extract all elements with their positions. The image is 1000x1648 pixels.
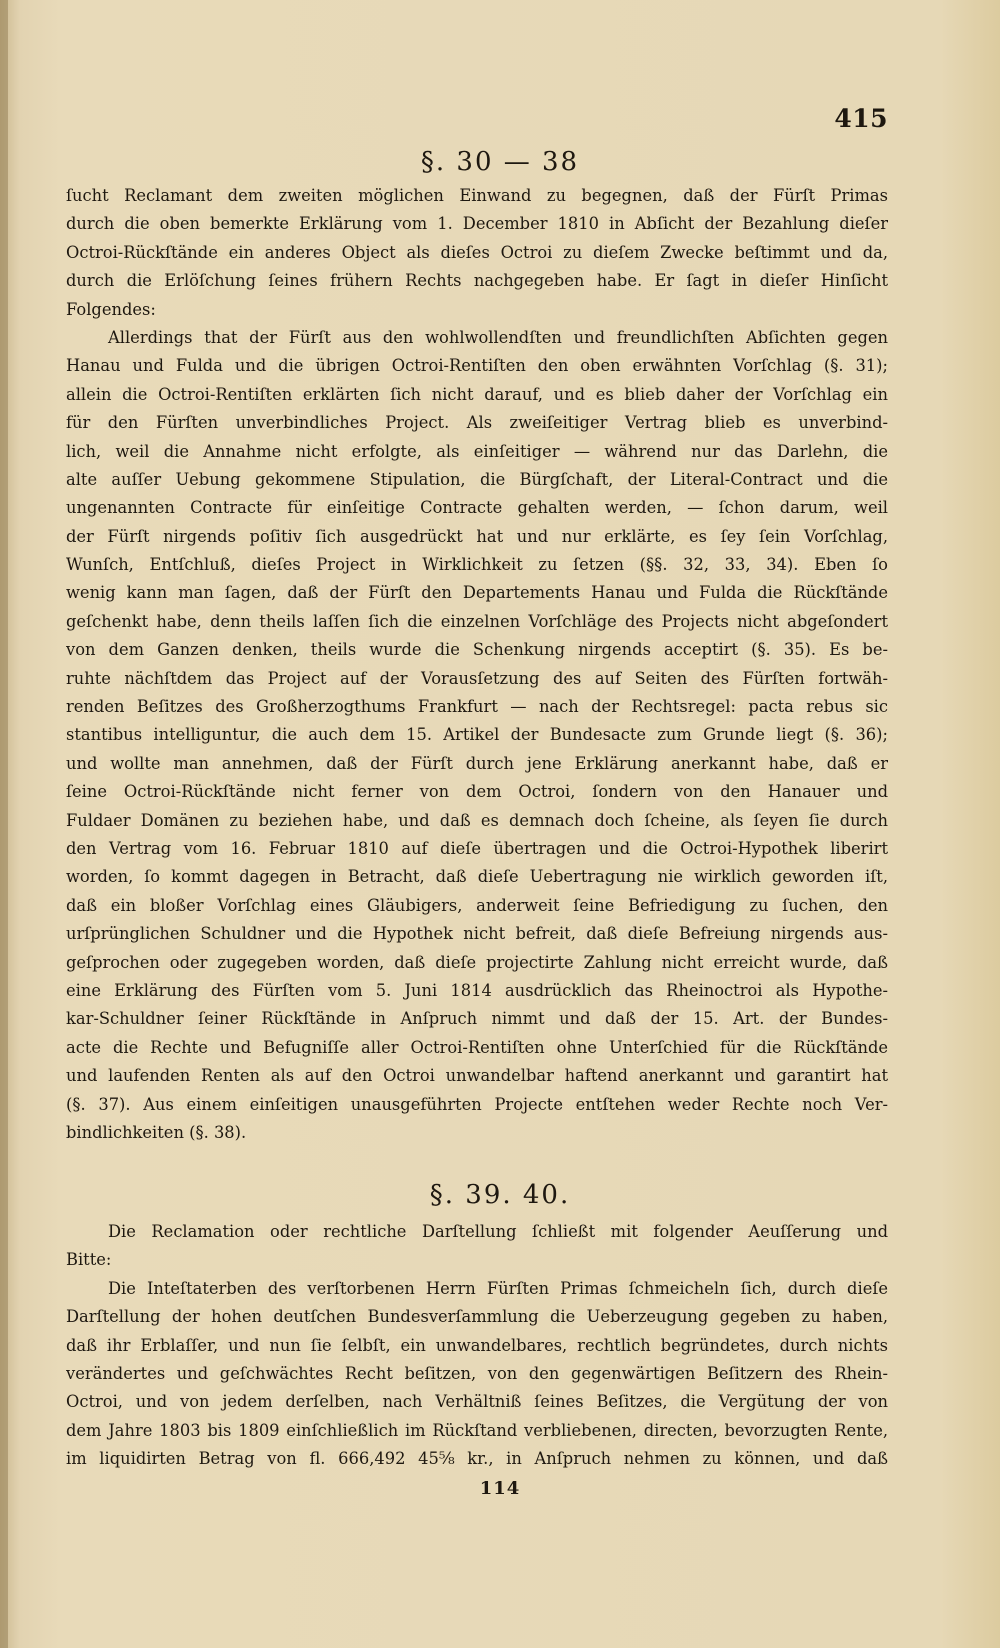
text-line: Fuldaer Domänen zu beziehen habe, und daß es demnach doch ſcheine, als ſeyen ſie durch <box>66 810 888 830</box>
text-line: Octroi-Rückſtände ein anderes Object als dieſes Octroi zu dieſem Zwecke beſtimmt und da, <box>66 242 888 262</box>
text-line: Die Reclamation oder rechtliche Darſtellung ſchließt mit folgender Aeuſſerung und <box>108 1222 888 1241</box>
text-line: durch die Erlöſchung ſeines frühern Rechts nachgegeben habe. Er ſagt in dieſer Hinſicht <box>66 271 888 291</box>
text-line: von dem Ganzen denken, theils wurde die Schenkung nirgends acceptirt (§. 35). Es be- <box>66 640 888 660</box>
text-line: Folgendes: <box>66 299 156 319</box>
text-line: den Vertrag vom 16. Februar 1810 auf dieſe übertragen und die Octroi-Hypothek liberirt <box>66 838 888 858</box>
text-line: urſprünglichen Schuldner und die Hypothek nicht befreit, daß dieſe Befreiung nirgends aus- <box>66 924 888 944</box>
text-line: daß ihr Erblaſſer, und nun ſie ſelbſt, ein unwandelbares, rechtlich begründetes, durch nichts <box>66 1335 888 1355</box>
text-line: Bitte: <box>66 1250 112 1270</box>
text-line: Wunſch, Entſchluß, dieſes Project in Wirklichkeit zu ſetzen (§§. 32, 33, 34). Eben ſo <box>66 555 888 575</box>
text-line: durch die oben bemerkte Erklärung vom 1. December 1810 in Abſicht der Bezahlung dieſer <box>66 214 888 234</box>
text-line: verändertes und geſchwächtes Recht beſitzen, von den gegenwärtigen Beſitzern des Rhein- <box>66 1363 888 1383</box>
text-line: Hanau und Fulda und die übrigen Octroi-Rentiſten den oben erwähnten Vorſchlag (§. 31); <box>66 356 888 376</box>
text-line: Darſtellung der hohen deutſchen Bundesverſammlung die Ueberzeugung gegeben zu haben, <box>66 1307 888 1327</box>
text-line: alte auſſer Uebung gekommene Stipulation, die Bürgſchaft, der Literal-Contract und die <box>66 469 888 489</box>
section-39-40-text <box>66 1218 888 1474</box>
text-line: und wollte man annehmen, daß der Fürſt durch jene Erklärung anerkannt habe, daß er <box>66 753 888 773</box>
text-line: daß ein bloßer Vorſchlag eines Gläubigers, anderweit ſeine Befriedigung zu ſuchen, den <box>66 895 888 915</box>
text-line: dem Jahre 1803 bis 1809 einſchließlich im Rückſtand verbliebenen, directen, bevorzugten Rente, <box>66 1420 888 1440</box>
text-line: im liquidirten Betrag von fl. 666,492 45⅝ kr., in Anſpruch nehmen zu können, und daß <box>66 1449 888 1469</box>
text-line: ruhte nächſtdem das Project auf der Vorausſetzung des auf Seiten des Fürſten fortwäh- <box>66 668 888 688</box>
section-heading-39-40: §. 39. 40. <box>429 1180 571 1210</box>
page-number: 415 <box>834 104 888 133</box>
text-line: der Fürſt nirgends poſitiv ſich ausgedrückt hat und nur erklärte, es ſey ſein Vorſchlag, <box>66 526 888 546</box>
text-line: ungenannten Contracte für einſeitige Contracte gehalten werden, — ſchon darum, weil <box>66 498 888 518</box>
text-line: für den Fürſten unverbindliches Project. Als zweiſeitiger Vertrag blieb es unverbind- <box>66 413 888 433</box>
text-line: worden, ſo kommt dagegen in Betracht, daß dieſe Uebertragung nie wirklich geworden iſt, <box>66 867 888 887</box>
text-line: (§. 37). Aus einem einſeitigen unausgeführten Projecte entſtehen weder Rechte noch Ver- <box>66 1094 888 1114</box>
text-line: allein die Octroi-Rentiſten erklärten ſich nicht darauf, und es blieb daher der Vorſchlag ein <box>66 384 888 404</box>
text-line: acte die Rechte und Befugniſſe aller Octroi-Rentiſten ohne Unterſchied für die Rückſtände <box>66 1037 888 1057</box>
text-line: renden Beſitzes des Großherzogthums Frankfurt — nach der Rechtsregel: pacta rebus sic <box>66 697 888 717</box>
text-line: wenig kann man ſagen, daß der Fürſt den Departements Hanau und Fulda die Rückſtände <box>66 583 888 603</box>
text-line: und laufenden Renten als auf den Octroi unwandelbar haftend anerkannt und garantirt hat <box>66 1066 888 1086</box>
signature-mark: 114 <box>479 1478 521 1499</box>
text-line: ſeine Octroi-Rückſtände nicht ferner von dem Octroi, ſondern von den Hanauer und <box>66 782 888 802</box>
text-line: geſchenkt habe, denn theils laſſen ſich die einzelnen Vorſchläge des Projects nicht abgeſondert <box>66 611 888 631</box>
text-line: eine Erklärung des Fürſten vom 5. Juni 1814 ausdrücklich das Rheinoctroi als Hypothe- <box>66 980 888 1000</box>
text-line: bindlichkeiten (§. 38). <box>66 1122 247 1142</box>
text-line: stantibus intelliguntur, die auch dem 15. Artikel der Bundesacte zum Grunde liegt (§. 36); <box>66 725 888 745</box>
text-line: ſucht Reclamant dem zweiten möglichen Einwand zu begegnen, daß der Fürſt Primas <box>66 186 888 205</box>
text-line: Die Inteſtaterben des verſtorbenen Herrn Fürſten Primas ſchmeicheln ſich, durch dieſe <box>108 1278 888 1298</box>
text-line: kar-Schuldner ſeiner Rückſtände in Anſpruch nimmt und daß der 15. Art. der Bundes- <box>66 1009 888 1029</box>
text-line: Allerdings that der Fürſt aus den wohlwollendſten und freundlichſten Abſichten gegen <box>108 327 888 347</box>
text-line: geſprochen oder zugegeben worden, daß dieſe projectirte Zahlung nicht erreicht wurde, daß <box>66 952 888 972</box>
text-line: Octroi, und von jedem derſelben, nach Verhältniß ſeines Beſitzes, die Vergütung der von <box>66 1392 888 1412</box>
text-line: lich, weil die Annahme nicht erfolgte, als einſeitiger — während nur das Darlehn, die <box>66 441 888 461</box>
section-30-38-text <box>66 182 888 1147</box>
section-heading-30-38: §. 30 — 38 <box>420 147 580 177</box>
